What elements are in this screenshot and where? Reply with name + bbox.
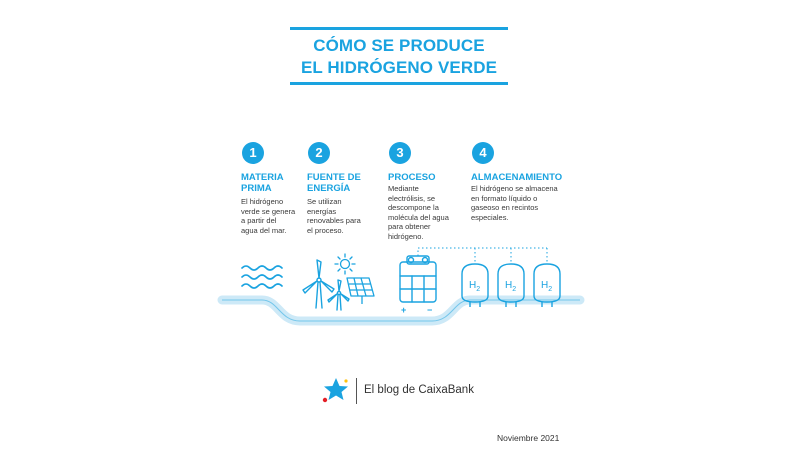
solar-panel-icon — [347, 278, 374, 304]
step-3-text-line: molécula del agua — [388, 212, 449, 222]
step-1-text-line: El hidrógeno — [241, 197, 284, 206]
sun-icon — [335, 254, 355, 274]
step-3-text-line: hidrógeno. — [388, 231, 424, 241]
step-3-text-line: descompone la — [388, 203, 439, 212]
tank-label-sub: 2 — [512, 286, 517, 293]
distribution-dotted-line — [418, 248, 547, 262]
step-3-title-line: PROCESO — [388, 172, 436, 183]
step-4-text-line: El hidrógeno se almacena — [471, 184, 558, 193]
tank-label-h: H — [505, 280, 513, 291]
step-1-text-line: agua del mar. — [241, 225, 287, 235]
title-line-2: EL HIDRÓGENO VERDE — [300, 58, 498, 77]
tank-label-sub: 2 — [476, 286, 481, 293]
step-4-text-line: en formato líquido o — [471, 193, 538, 203]
step-2-text-line: Se utilizan — [307, 197, 342, 206]
step-3-text-line: para obtener — [388, 222, 431, 231]
logo-separator — [356, 378, 357, 404]
tank-label-h: H — [469, 280, 477, 291]
title-line-1: CÓMO SE PRODUCE — [313, 36, 485, 55]
step-1-title-line: PRIMA — [241, 183, 272, 194]
step-2-title-line: ENERGÍA — [307, 183, 351, 194]
step-1-text-line: a partir del — [241, 216, 277, 225]
tank-label-2 — [505, 280, 516, 293]
electrolyzer-minus: − — [427, 305, 433, 315]
step-2-title-line: FUENTE DE — [307, 172, 361, 183]
electrolyzer-icon — [400, 256, 436, 302]
step-2-number: 2 — [308, 142, 330, 164]
step-3-text-line: Mediante — [388, 184, 419, 193]
step-1-title-line: MATERIA — [241, 172, 284, 183]
tank-label-sub: 2 — [548, 286, 553, 293]
step-4-text-line: gaseoso en recintos — [471, 203, 539, 212]
step-2-text-line: renovables para — [307, 216, 361, 225]
step-3-number: 3 — [389, 142, 411, 164]
tank-label-1 — [469, 280, 480, 293]
step-3-text-line: electrólisis, se — [388, 193, 436, 203]
step-2-text-line: energías — [307, 206, 337, 216]
step-4-text-line: especiales. — [471, 212, 509, 222]
footer-brand: El blog de CaixaBank — [364, 384, 474, 396]
step-4-title-line: ALMACENAMIENTO — [471, 172, 563, 183]
electrolyzer-plus: + — [401, 305, 407, 315]
step-2-text-line: el proceso. — [307, 225, 344, 235]
step-4-number: 4 — [472, 142, 494, 164]
footer-date: Noviembre 2021 — [497, 433, 560, 443]
waves-icon — [242, 266, 282, 288]
tank-label-h: H — [541, 280, 549, 291]
step-1-number: 1 — [242, 142, 264, 164]
step-1-text-line: verde se genera — [241, 206, 296, 216]
caixabank-star-logo-icon — [323, 378, 348, 402]
tank-label-3 — [541, 280, 552, 293]
